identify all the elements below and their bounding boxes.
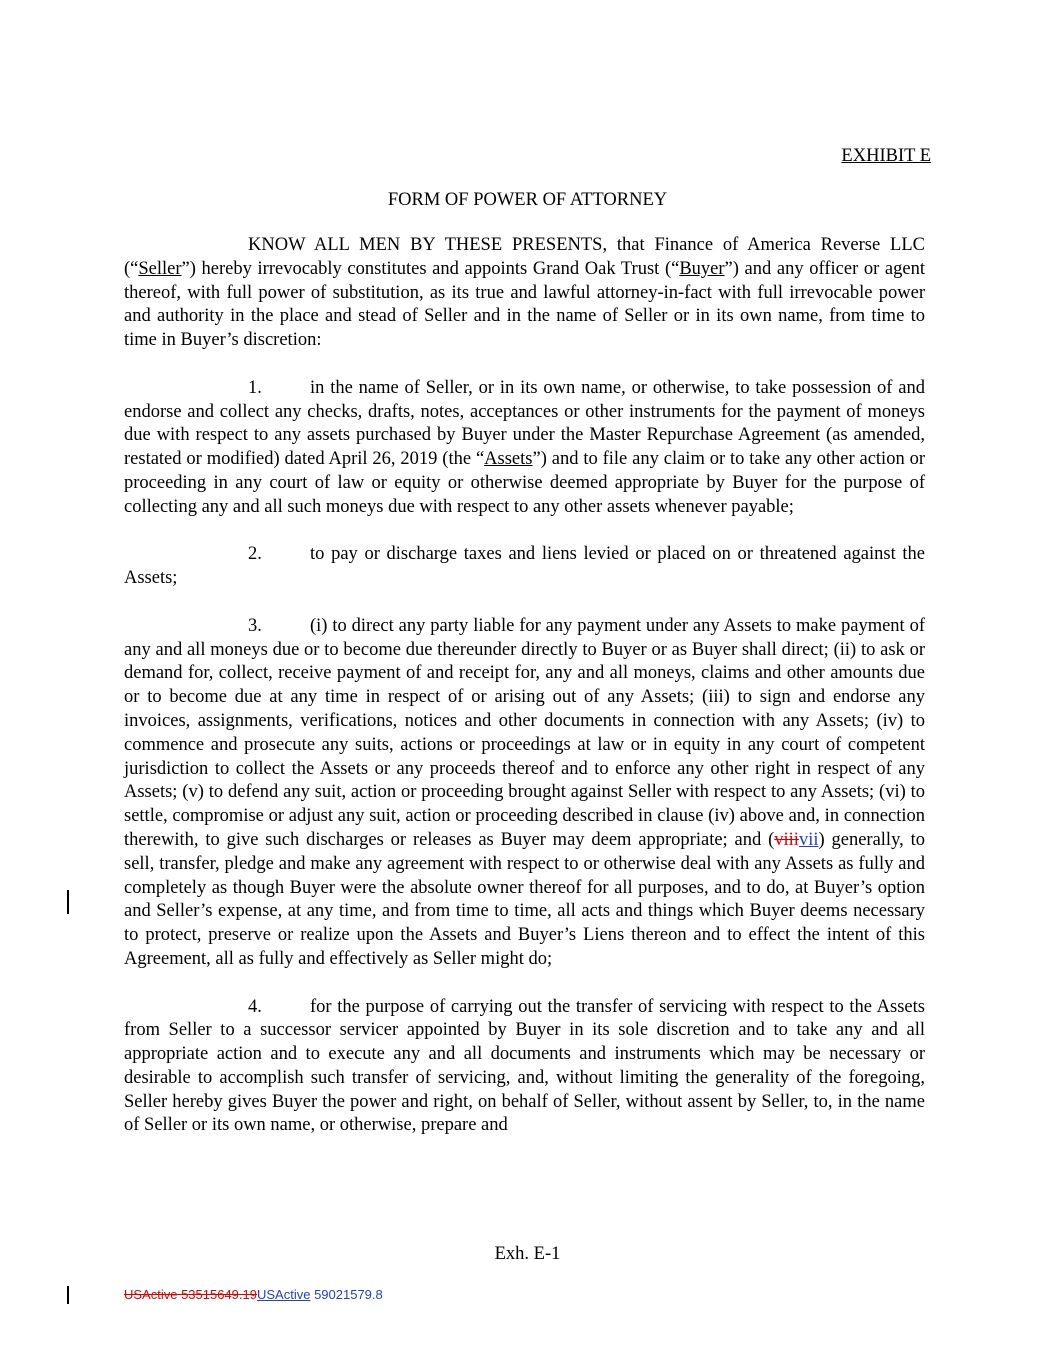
intro-text-1: KNOW ALL MEN BY THESE PRESENTS, that Finance of America Reverse LLC (“: [124, 235, 925, 279]
buyer-defined-term: Buyer: [679, 258, 725, 279]
docid-inserted-number: 59021579.8: [310, 1287, 383, 1302]
document-title: FORM OF POWER OF ATTORNEY: [387, 190, 668, 210]
docid-deleted: USActive 53515649.19: [124, 1287, 257, 1302]
intro-text-3: ”) and any officer or agent thereof, with full power of substitution, as its true and lawful attorney-in-fact with full irrevocable power and authority in the place and stead of Seller and in the name of Seller or in its own name, from time to time in Buyer’s discretion:: [124, 258, 925, 351]
page-number: Exh. E-1: [494, 1244, 561, 1264]
item-4-paragraph: [124, 996, 925, 1139]
item-3-paragraph: [124, 615, 925, 972]
item-3-text-1: (i) to direct any party liable for any payment under any Assets to make payment of any and all moneys due or to become due thereunder directly to Buyer or as Buyer shall direct; (ii) to ask or demand for, collect, receive payment of and receipt for, any and all moneys, claims and other amounts due or to become due at any time in respect of or arising out of any Assets; (iii) to sign and endorse any invoices, assignments, verifications, notices and other documents in connection with any Assets; (iv) to commence and prosecute any suits, actions or proceedings at law or in equity in any court of competent jurisdiction to collect the Assets or any proceeds thereof and to enforce any other right in respect of any Assets; (v) to defend any suit, action or proceeding brought against Seller with respect to any Assets; (vi) to settle, compromise or adjust any suit, action or proceeding described in clause (iv) above and, in connection therewith, to give such discharges or releases as Buyer may deem appropriate; and (: [124, 615, 925, 850]
redline-deleted-text: viii: [774, 829, 799, 850]
seller-defined-term: Seller: [138, 258, 182, 279]
footer-change-bar: [67, 1286, 69, 1304]
document-id: [124, 1287, 383, 1302]
item-1-paragraph: [124, 377, 925, 520]
item-1-text-2: ”) and to file any claim or to take any other action or proceeding in any court of law or equity or otherwise deemed appropriate by Buyer for the purpose of collecting any and all such moneys due with respect to any other assets whenever payable;: [124, 449, 925, 517]
item-2-text: to pay or discharge taxes and liens levied or placed on or threatened against the Assets;: [124, 544, 925, 589]
item-3-text-2: ) generally, to sell, transfer, pledge and make any agreement with respect to or otherwise deal with any Assets as fully and completely as though Buyer were the absolute owner thereof for all purposes, and to do, at Buyer’s option and Seller’s expense, at any time, and from time to time, all acts and things which Buyer deems necessary to protect, preserve or realize upon the Assets and Buyer’s Liens thereon and to effect the intent of this Agreement, all as fully and effectively as Seller might do;: [124, 829, 925, 969]
item-1-number: 1.: [248, 377, 262, 398]
intro-text-2: ”) hereby irrevocably constitutes and appoints Grand Oak Trust (“: [181, 258, 680, 279]
item-1-text-1: in the name of Seller, or in its own name, or otherwise, to take possession of and endorse and collect any checks, drafts, notes, acceptances or other instruments for the payment of moneys due with respect to any assets purchased by Buyer under the Master Repurchase Agreement (as amended, restated or modified) dated April 26, 2019 (the “: [124, 377, 925, 470]
document-body: [124, 234, 925, 1162]
item-3-number: 3.: [248, 615, 262, 636]
exhibit-label: EXHIBIT E: [841, 146, 931, 166]
item-2-number: 2.: [248, 544, 262, 565]
item-2-paragraph: [124, 543, 925, 591]
docid-inserted: USActive: [256, 1287, 311, 1302]
item-4-text: for the purpose of carrying out the transfer of servicing with respect to the Assets from Seller to a successor servicer appointed by Buyer in its sole discretion and to take any and all appropriate action and to execute any and all documents and instruments which may be necessary or desirable to accomplish such transfer of servicing, and, without limiting the generality of the foregoing, Seller hereby gives Buyer the power and right, on behalf of Seller, without assent by Seller, to, in the name of Seller or its own name, or otherwise, prepare and: [124, 996, 925, 1136]
redline-inserted-text: vii: [798, 829, 819, 850]
item-4-number: 4.: [248, 996, 262, 1017]
revision-change-bar: [67, 890, 69, 914]
intro-paragraph: [124, 234, 925, 353]
assets-defined-term: Assets: [484, 449, 533, 470]
